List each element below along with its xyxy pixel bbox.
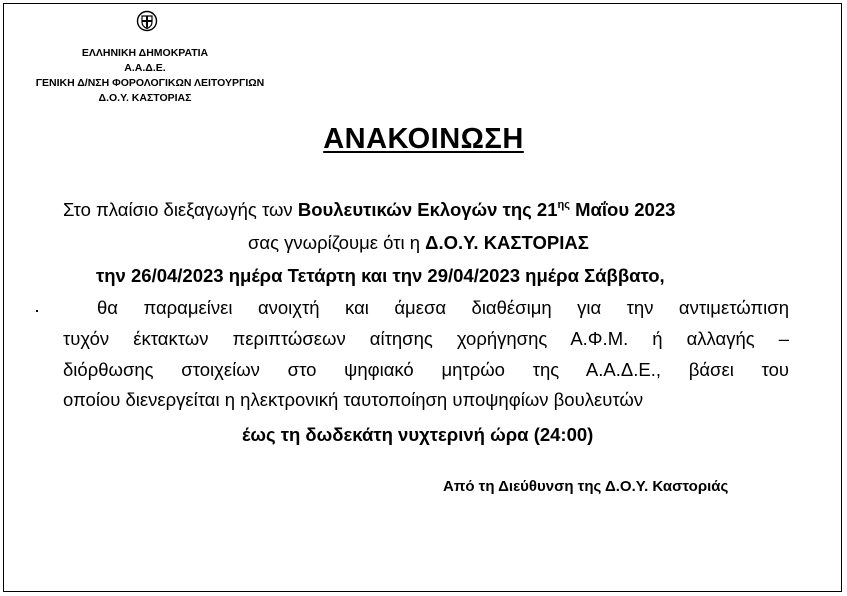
ordinal-suffix: ης <box>557 199 570 211</box>
body-line-2 <box>248 232 589 254</box>
scan-speck <box>36 310 38 312</box>
header-directorate: ΓΕΝΙΚΗ Δ/ΝΣΗ ΦΟΡΟΛΟΓΙΚΩΝ ΛΕΙΤΟΥΡΓΙΩΝ <box>35 77 265 89</box>
election-date: Μαΐου 2023 <box>569 199 676 220</box>
body-line-4 <box>63 297 789 319</box>
office-name: Δ.Ο.Υ. ΚΑΣΤΟΡΙΑΣ <box>425 232 589 253</box>
body-line-1-text: Στο πλαίσιο διεξαγωγής των <box>63 199 298 220</box>
body-line-4-text: θα παραμείνει ανοιχτή και άμεσα διαθέσιμη για την αντιμετώπιση <box>97 297 789 318</box>
body-line-3-dates: την 26/04/2023 ημέρα Τετάρτη και την 29/04/2023 ημέρα Σάββατο, <box>96 265 665 286</box>
signature: Από τη Διεύθυνση της Δ.Ο.Υ. Καστοριάς <box>443 478 729 495</box>
greek-coat-of-arms-icon <box>136 10 158 32</box>
issuer-header <box>35 46 265 106</box>
page-title: ΑΝΑΚΟΙΝΩΣΗ <box>323 123 524 155</box>
header-office: Δ.Ο.Υ. ΚΑΣΤΟΡΙΑΣ <box>98 92 192 104</box>
body-line-1 <box>63 199 675 221</box>
body-line-5: τυχόν έκτακτων περιπτώσεων αίτησης χορήγησης Α.Φ.Μ. ή αλλαγής – <box>63 328 789 349</box>
header-authority: Α.Α.Δ.Ε. <box>124 62 166 74</box>
body-line-7: οποίου διενεργείται η ηλεκτρονική ταυτοποίηση υποψηφίων βουλευτών <box>63 389 644 410</box>
election-name: Βουλευτικών Εκλογών της 21 <box>297 199 558 220</box>
body-line-6: διόρθωσης στοιχείων στο ψηφιακό μητρώο της Α.Α.Δ.Ε., βάσει του <box>63 359 789 380</box>
body-line-8-hours: έως τη δωδεκάτη νυχτερινή ώρα (24:00) <box>242 424 594 445</box>
header-country: ΕΛΛΗΝΙΚΗ ΔΗΜΟΚΡΑΤΙΑ <box>81 47 209 59</box>
body-line-2-text: σας γνωρίζουμε ότι η <box>248 232 426 253</box>
